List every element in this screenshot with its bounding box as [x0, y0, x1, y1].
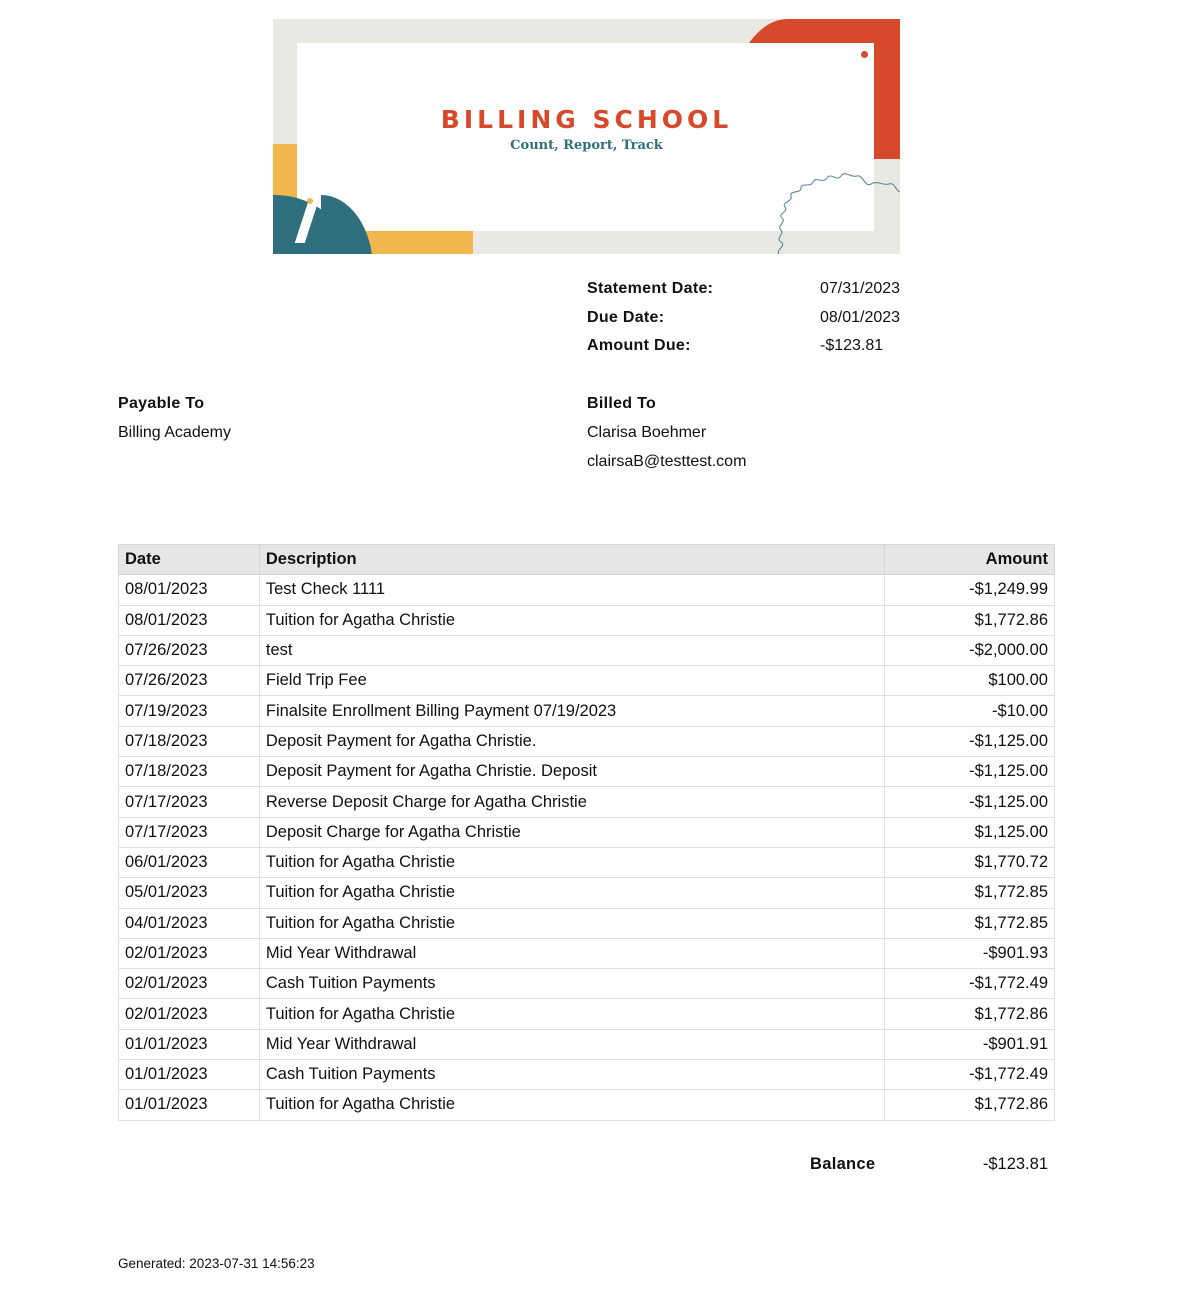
row-description: Mid Year Withdrawal	[259, 1029, 884, 1059]
row-date: 07/26/2023	[119, 635, 260, 665]
column-header-description: Description	[259, 545, 884, 575]
row-date: 07/19/2023	[119, 696, 260, 726]
table-row	[119, 1029, 1055, 1059]
row-amount: $1,770.72	[885, 847, 1055, 877]
row-amount: $100.00	[885, 666, 1055, 696]
row-description: Deposit Payment for Agatha Christie.	[259, 726, 884, 756]
row-date: 07/18/2023	[119, 726, 260, 756]
row-description: Mid Year Withdrawal	[259, 938, 884, 968]
row-description: test	[259, 635, 884, 665]
row-description: Cash Tuition Payments	[259, 969, 884, 999]
row-amount: $1,125.00	[885, 817, 1055, 847]
row-date: 07/26/2023	[119, 666, 260, 696]
table-row	[119, 938, 1055, 968]
billed-to-email: clairsaB@testtest.com	[587, 453, 747, 470]
amount-due-row	[587, 336, 900, 365]
table-row	[119, 878, 1055, 908]
table-row	[119, 666, 1055, 696]
row-date: 08/01/2023	[119, 605, 260, 635]
table-row	[119, 575, 1055, 605]
amount-due-value: -$123.81	[820, 337, 884, 354]
due-date-value: 08/01/2023	[820, 308, 901, 326]
balance-label: Balance	[810, 1155, 876, 1173]
row-date: 01/01/2023	[119, 1090, 260, 1120]
row-date: 01/01/2023	[119, 1060, 260, 1090]
row-description: Deposit Payment for Agatha Christie. Deposit	[259, 757, 884, 787]
banner-squiggle-decoration	[773, 154, 900, 254]
due-date-row	[587, 308, 900, 337]
table-row	[119, 969, 1055, 999]
transactions-table	[118, 544, 1055, 1121]
row-description: Tuition for Agatha Christie	[259, 1090, 884, 1120]
column-header-amount: Amount	[885, 545, 1055, 575]
row-date: 07/17/2023	[119, 787, 260, 817]
due-date-label: Due Date:	[587, 308, 665, 326]
row-amount: -$2,000.00	[885, 635, 1055, 665]
table-header-row	[119, 545, 1055, 575]
row-amount: -$1,125.00	[885, 757, 1055, 787]
row-description: Test Check 1111	[259, 575, 884, 605]
table-row	[119, 726, 1055, 756]
statement-date-value: 07/31/2023	[820, 280, 901, 297]
banner-tagline: Count, Report, Track	[510, 138, 663, 153]
payable-to-name: Billing Academy	[118, 424, 231, 441]
row-description: Tuition for Agatha Christie	[259, 999, 884, 1029]
row-amount: -$901.91	[885, 1029, 1055, 1059]
row-amount: -$901.93	[885, 938, 1055, 968]
amount-due-label: Amount Due:	[587, 337, 691, 354]
row-amount: $1,772.86	[885, 999, 1055, 1029]
row-amount: -$1,125.00	[885, 726, 1055, 756]
transactions-body	[119, 575, 1055, 1120]
statement-date-label: Statement Date:	[587, 280, 714, 297]
row-date: 05/01/2023	[119, 878, 260, 908]
row-amount: $1,772.85	[885, 908, 1055, 938]
row-date: 07/18/2023	[119, 757, 260, 787]
row-description: Finalsite Enrollment Billing Payment 07/19/2023	[259, 696, 884, 726]
table-row	[119, 757, 1055, 787]
table-row	[119, 1060, 1055, 1090]
row-amount: $1,772.86	[885, 605, 1055, 635]
billed-to-block	[587, 389, 746, 476]
table-row	[119, 1090, 1055, 1120]
balance-value: -$123.81	[982, 1155, 1048, 1173]
billed-to-name: Clarisa Boehmer	[587, 424, 707, 441]
payable-to-block	[118, 389, 231, 447]
banner-yellow-dot	[307, 198, 313, 204]
row-date: 08/01/2023	[119, 575, 260, 605]
table-row	[119, 908, 1055, 938]
table-row	[119, 817, 1055, 847]
row-date: 01/01/2023	[119, 1029, 260, 1059]
banner-title: BILLING SCHOOL	[440, 105, 733, 134]
row-date: 02/01/2023	[119, 969, 260, 999]
row-amount: -$1,772.49	[885, 1060, 1055, 1090]
row-description: Cash Tuition Payments	[259, 1060, 884, 1090]
table-row	[119, 605, 1055, 635]
row-description: Reverse Deposit Charge for Agatha Christie	[259, 787, 884, 817]
banner-red-dot	[861, 51, 868, 58]
row-description: Deposit Charge for Agatha Christie	[259, 817, 884, 847]
row-date: 06/01/2023	[119, 847, 260, 877]
row-amount: -$1,125.00	[885, 787, 1055, 817]
row-amount: -$1,772.49	[885, 969, 1055, 999]
table-row	[119, 847, 1055, 877]
row-description: Field Trip Fee	[259, 666, 884, 696]
row-amount: $1,772.85	[885, 878, 1055, 908]
row-date: 02/01/2023	[119, 999, 260, 1029]
table-row	[119, 999, 1055, 1029]
row-date: 02/01/2023	[119, 938, 260, 968]
column-header-date: Date	[119, 545, 260, 575]
table-row	[119, 787, 1055, 817]
table-row	[119, 696, 1055, 726]
row-amount: -$10.00	[885, 696, 1055, 726]
row-date: 04/01/2023	[119, 908, 260, 938]
row-amount: -$1,249.99	[885, 575, 1055, 605]
payable-to-heading: Payable To	[118, 395, 205, 412]
statement-date-row	[587, 279, 900, 308]
billed-to-heading: Billed To	[587, 395, 657, 412]
row-description: Tuition for Agatha Christie	[259, 847, 884, 877]
row-amount: $1,772.86	[885, 1090, 1055, 1120]
generated-timestamp: Generated: 2023-07-31 14:56:23	[118, 1256, 315, 1271]
school-banner	[273, 19, 900, 254]
table-row	[119, 635, 1055, 665]
row-description: Tuition for Agatha Christie	[259, 605, 884, 635]
row-description: Tuition for Agatha Christie	[259, 908, 884, 938]
row-date: 07/17/2023	[119, 817, 260, 847]
row-description: Tuition for Agatha Christie	[259, 878, 884, 908]
statement-meta	[587, 279, 900, 365]
